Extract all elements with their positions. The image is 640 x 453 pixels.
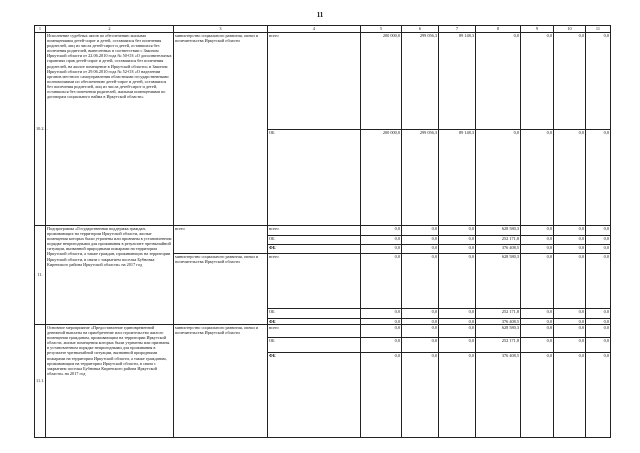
executor-cell: всего — [174, 226, 268, 254]
value-cell: 0,0 — [586, 338, 611, 353]
value-cell: 0,0 — [521, 308, 554, 318]
header-cell: 7 — [439, 26, 476, 33]
value-cell: 0,0 — [361, 226, 402, 236]
value-cell: 0,0 — [586, 308, 611, 318]
source-cell: всего — [268, 33, 361, 130]
value-cell: 0,0 — [439, 226, 476, 236]
header-cell: 10 — [554, 26, 586, 33]
value-cell: 0,0 — [554, 236, 586, 245]
value-cell: 0,0 — [402, 308, 439, 318]
value-cell: 0,0 — [521, 338, 554, 353]
value-cell: 628 580,3 — [476, 325, 521, 338]
value-cell: 0,0 — [521, 129, 554, 226]
value-cell: 252 171,8 — [476, 338, 521, 353]
value-cell: 0,0 — [586, 33, 611, 130]
value-cell: 0,0 — [439, 353, 476, 438]
header-cell: 6 — [402, 26, 439, 33]
row-number: 11. — [35, 226, 46, 325]
value-cell: 0,0 — [361, 236, 402, 245]
value-cell: 0,0 — [439, 245, 476, 254]
value-cell: 0,0 — [521, 353, 554, 438]
source-cell: всего — [268, 226, 361, 236]
row-number: 10.2.1. — [35, 33, 46, 226]
value-cell: 0,0 — [521, 254, 554, 309]
value-cell: 0,0 — [402, 338, 439, 353]
value-cell: 0,0 — [402, 226, 439, 236]
value-cell: 0,0 — [586, 325, 611, 338]
value-cell: 0,0 — [554, 33, 586, 130]
value-cell: 0,0 — [521, 226, 554, 236]
value-cell: 0,0 — [439, 308, 476, 318]
value-cell: 0,0 — [554, 325, 586, 338]
value-cell: 0,0 — [402, 254, 439, 309]
header-cell: 4 — [268, 26, 361, 33]
header-cell: 5 — [361, 26, 402, 33]
header-cell: 11 — [586, 26, 611, 33]
source-cell: ОБ — [268, 129, 361, 226]
value-cell: 0,0 — [521, 33, 554, 130]
value-cell: 0,0 — [554, 226, 586, 236]
value-cell: 89 148,3 — [439, 129, 476, 226]
value-cell: 0,0 — [554, 353, 586, 438]
value-cell: 0,0 — [361, 245, 402, 254]
source-cell: ФБ — [268, 245, 361, 254]
value-cell: 0,0 — [439, 318, 476, 324]
value-cell: 376 408,5 — [476, 353, 521, 438]
source-cell: ОБ — [268, 308, 361, 318]
value-cell: 0,0 — [586, 318, 611, 324]
value-cell: 299 056,3 — [402, 129, 439, 226]
header-cell: 8 — [476, 26, 521, 33]
value-cell: 0,0 — [586, 236, 611, 245]
value-cell: 0,0 — [439, 325, 476, 338]
value-cell: 0,0 — [586, 353, 611, 438]
value-cell: 299 056,3 — [402, 33, 439, 130]
row-description: Основное мероприятие «Предоставление единовременной денежной выплаты на приобретение или строительство жилого помещения гражданам, проживающим на территории Иркутской области, жилые помещения которых были утрачены или признаны в установленном порядке непригодными для проживания в результате чрезвычайной ситуации, вызванной природными пожарами на территории Иркутской области, а также гражданам, проживающим на территории Иркутской области, в связи с закрытием поселка Бубновка Киренского района Иркутской области» на 2017 год — [46, 325, 174, 438]
value-cell: 0,0 — [439, 338, 476, 353]
header-cell: 2 — [46, 26, 174, 33]
budget-table — [34, 25, 611, 438]
source-cell: ФБ — [268, 318, 361, 324]
value-cell: 0,0 — [586, 226, 611, 236]
page-number: 11 — [316, 11, 324, 19]
value-cell: 0,0 — [402, 318, 439, 324]
source-cell: всего — [268, 325, 361, 338]
value-cell: 0,0 — [361, 254, 402, 309]
row-number: 11.1. — [35, 325, 46, 438]
value-cell: 376 408,5 — [476, 318, 521, 324]
value-cell: 0,0 — [586, 254, 611, 309]
table-row — [35, 226, 611, 236]
value-cell: 0,0 — [361, 353, 402, 438]
source-cell: ОБ — [268, 236, 361, 245]
header-cell: 1 — [35, 26, 46, 33]
value-cell: 0,0 — [476, 33, 521, 130]
value-cell: 0,0 — [361, 318, 402, 324]
value-cell: 252 171,8 — [476, 308, 521, 318]
value-cell: 89 148,3 — [439, 33, 476, 130]
value-cell: 0,0 — [402, 325, 439, 338]
header-cell: 3 — [174, 26, 268, 33]
value-cell: 0,0 — [554, 129, 586, 226]
value-cell: 0,0 — [402, 245, 439, 254]
value-cell: 200 000,0 — [361, 33, 402, 130]
value-cell: 0,0 — [521, 318, 554, 324]
value-cell: 0,0 — [554, 245, 586, 254]
source-cell: всего — [268, 254, 361, 309]
source-cell: ФБ — [268, 353, 361, 438]
value-cell: 0,0 — [521, 325, 554, 338]
value-cell: 0,0 — [402, 236, 439, 245]
value-cell: 0,0 — [361, 308, 402, 318]
table-row — [35, 33, 611, 130]
value-cell: 0,0 — [439, 254, 476, 309]
header-row — [35, 26, 611, 33]
executor-cell: министерство социального развития, опеки и попечительства Иркутской области — [174, 254, 268, 325]
source-cell: ОБ — [268, 338, 361, 353]
executor-cell: министерство социального развития, опеки и попечительства Иркутской области — [174, 325, 268, 438]
value-cell: 628 580,3 — [476, 226, 521, 236]
table-row — [35, 325, 611, 338]
value-cell: 0,0 — [554, 318, 586, 324]
value-cell: 0,0 — [554, 338, 586, 353]
header-cell: 9 — [521, 26, 554, 33]
value-cell: 628 580,3 — [476, 254, 521, 309]
executor-cell: министерство социального развития, опеки и попечительства Иркутской области — [174, 33, 268, 226]
row-description: Исполнение судебных актов по обеспечению жилыми помещениями детей-сирот и детей, оставшихся без попечения родителей, лиц из числа детей-сирот и детей, оставшихся без попечения родителей, вынесенных в соответствии с Законом Иркутской области от 22.06.2010 года № 50-ОЗ «О дополнительных гарантиях прав детей-сирот и детей, оставшихся без попечения родителей, на жилое помещение в Иркутской области» и Законом Иркутской области от 29.06.2010 года № 52-ОЗ «О наделении органов местного самоуправления областными государственными полномочиями по обеспечению детей-сирот и детей, оставшихся без попечения родителей, лиц из числа детей-сирот и детей, оставшихся без попечения родителей, жилыми помещениями по договорам социального найма в Иркутской области» — [46, 33, 174, 226]
value-cell: 200 000,0 — [361, 129, 402, 226]
value-cell: 0,0 — [586, 129, 611, 226]
value-cell: 0,0 — [586, 245, 611, 254]
value-cell: 0,0 — [361, 325, 402, 338]
value-cell: 0,0 — [361, 338, 402, 353]
value-cell: 0,0 — [554, 308, 586, 318]
value-cell: 0,0 — [554, 254, 586, 309]
value-cell: 376 408,5 — [476, 245, 521, 254]
row-description: Подпрограмма «Государственная поддержка граждан, проживающих на территории Иркутской области, жилые помещения которых были утрачены или признаны в установленном порядке непригодными для проживания в результате чрезвычайной ситуации, вызванной природными пожарами на территории Иркутской области, а также граждан, проживающих на территории Иркутской области, в связи с закрытием поселка Бубновка Киренского района Иркутской области» на 2017 год — [46, 226, 174, 325]
value-cell: 0,0 — [521, 236, 554, 245]
value-cell: 0,0 — [521, 245, 554, 254]
value-cell: 252 171,8 — [476, 236, 521, 245]
value-cell: 0,0 — [476, 129, 521, 226]
value-cell: 0,0 — [439, 236, 476, 245]
value-cell: 0,0 — [402, 353, 439, 438]
